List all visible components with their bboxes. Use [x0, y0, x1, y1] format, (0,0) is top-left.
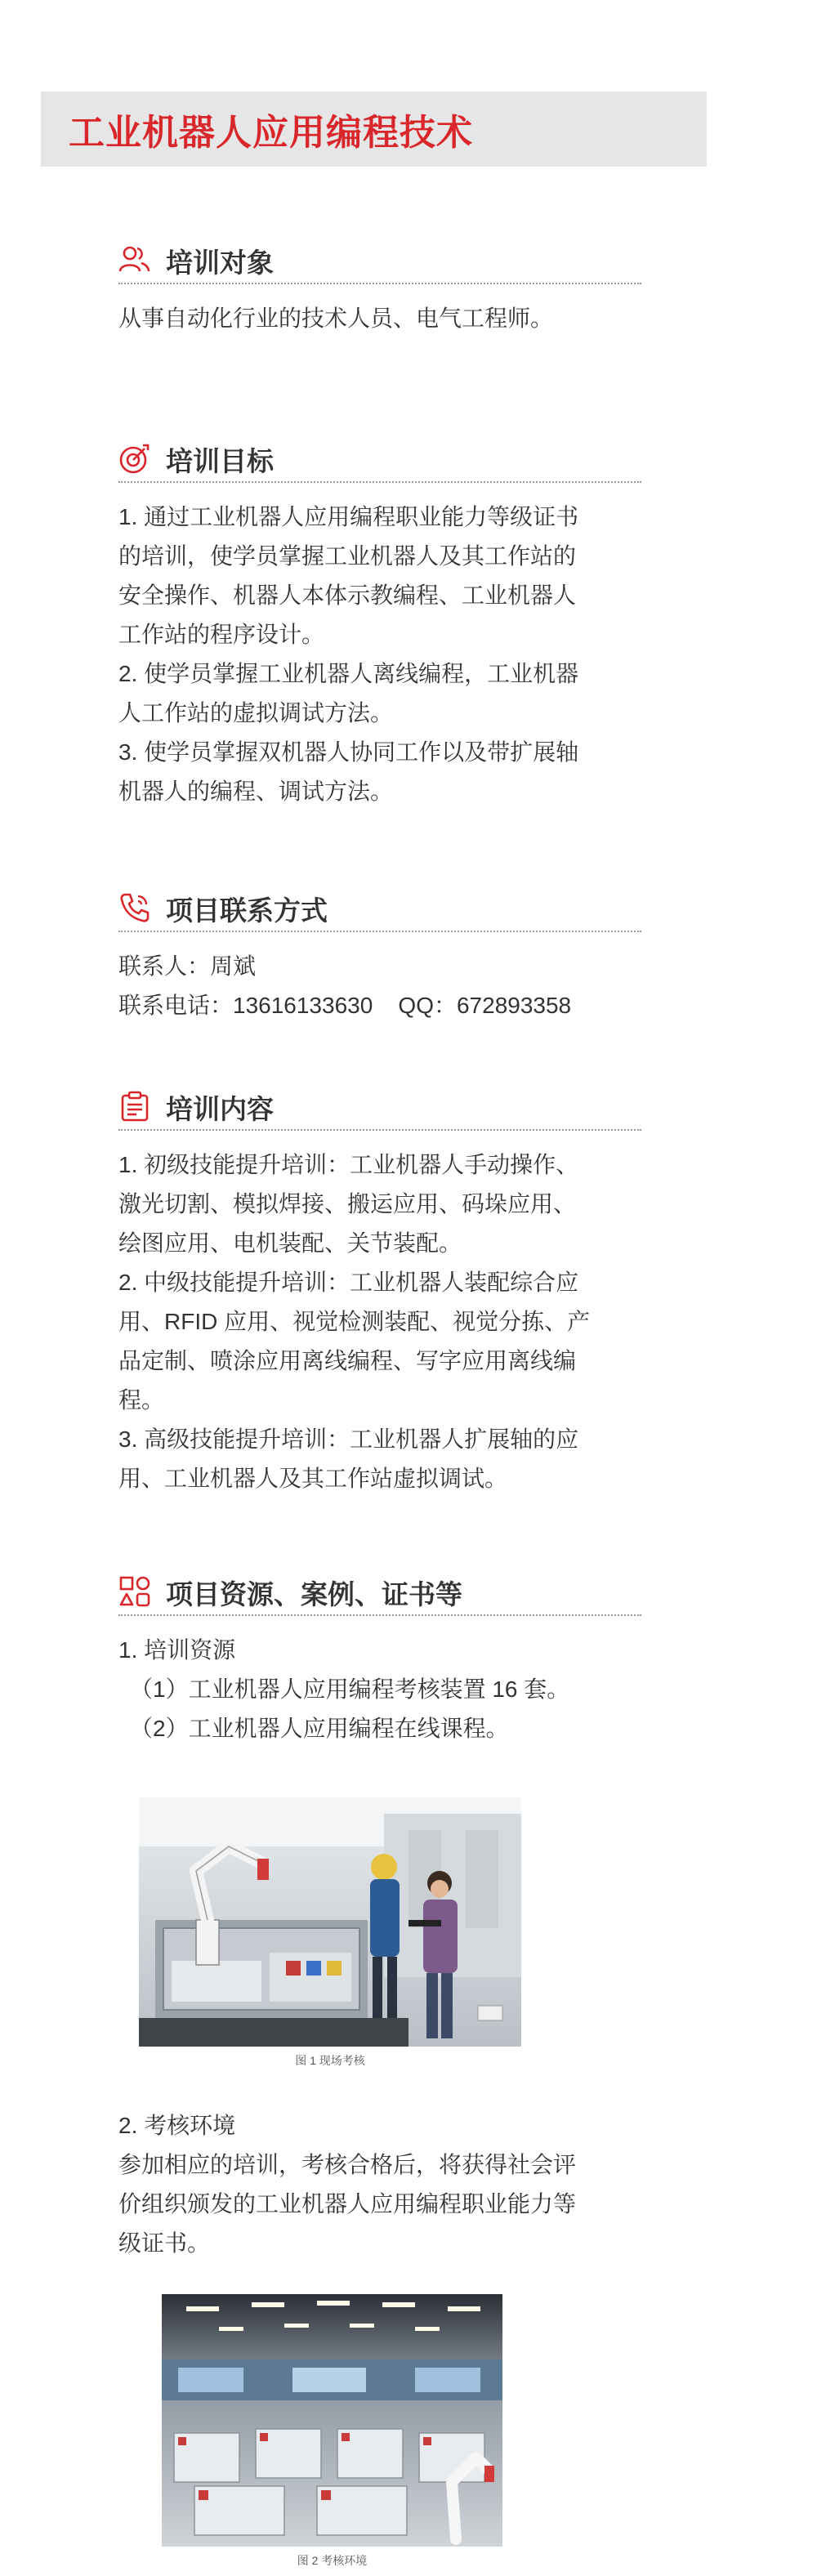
section-body	[118, 947, 641, 1025]
text-line: 用、工业机器人及其工作站虚拟调试。	[118, 1466, 508, 1491]
section-title: 培训对象	[166, 248, 274, 278]
text-line: 从事自动化行业的技术人员、电气工程师。	[118, 306, 554, 331]
section-header	[118, 1569, 641, 1616]
section-body	[118, 1145, 641, 1498]
contact-phone: 联系电话：13616133630 QQ：672893358	[118, 993, 572, 1018]
people-icon	[118, 243, 151, 276]
text-line: 1. 初级技能提升培训：工业机器人手动操作、	[118, 1152, 579, 1177]
phone-icon	[118, 891, 151, 924]
exam-environment-photo	[162, 2294, 502, 2547]
text-line: 人工作站的虚拟调试方法。	[118, 700, 394, 725]
list-item: （1）工业机器人应用编程考核装置 16 套。	[130, 1676, 570, 1702]
text-line: 用、RFID 应用、视觉检测装配、视觉分拣、产	[118, 1309, 591, 1334]
section-title: 项目联系方式	[166, 895, 328, 926]
target-icon	[118, 442, 151, 475]
section-contact	[118, 885, 641, 1025]
page-title: 工业机器人应用编程技术	[69, 113, 473, 153]
contact-person: 联系人：周斌	[118, 953, 257, 979]
section-header	[118, 435, 641, 483]
text-line: 2. 中级技能提升培训：工业机器人装配综合应	[118, 1270, 579, 1295]
section-audience	[118, 237, 641, 338]
text-line: 2. 使学员掌握工业机器人离线编程，工业机器	[118, 661, 579, 686]
figure-caption: 图 1 现场考核	[295, 2054, 365, 2067]
section-resources	[118, 1569, 641, 1748]
title-banner	[41, 92, 707, 167]
text-line: 参加相应的培训，考核合格后，将获得社会评	[118, 2152, 577, 2177]
exam-environment-text	[118, 2106, 641, 2263]
section-body	[118, 498, 641, 811]
onsite-exam-photo	[139, 1797, 521, 2047]
section-body	[118, 299, 641, 338]
list-item: （2）工业机器人应用编程在线课程。	[130, 1716, 509, 1741]
subheading: 1. 培训资源	[118, 1637, 236, 1663]
text-line: 的培训，使学员掌握工业机器人及其工作站的	[118, 543, 577, 569]
shapes-icon	[118, 1575, 151, 1608]
section-title: 项目资源、案例、证书等	[166, 1579, 462, 1609]
clipboard-icon	[118, 1090, 151, 1123]
text-line: 程。	[118, 1387, 165, 1413]
text-line: 3. 高级技能提升培训：工业机器人扩展轴的应	[118, 1426, 579, 1452]
section-header	[118, 237, 641, 284]
text-line: 绘图应用、电机装配、关节装配。	[118, 1230, 462, 1256]
text-line: 品定制、喷涂应用离线编程、写字应用离线编	[118, 1348, 577, 1373]
text-line: 安全操作、机器人本体示教编程、工业机器人	[118, 583, 577, 608]
section-body	[118, 1631, 641, 1748]
text-line: 机器人的编程、调试方法。	[118, 779, 394, 804]
section-title: 培训内容	[166, 1094, 274, 1124]
section-header	[118, 1083, 641, 1131]
section-title: 培训目标	[166, 446, 274, 476]
text-line: 激光切割、模拟焊接、搬运应用、码垛应用、	[118, 1191, 577, 1217]
text-line: 工作站的程序设计。	[118, 622, 325, 647]
section-content	[118, 1083, 641, 1498]
section-header	[118, 885, 641, 932]
subheading: 2. 考核环境	[118, 2113, 236, 2138]
text-line: 级证书。	[118, 2230, 211, 2256]
section-goals	[118, 435, 641, 811]
text-line: 1. 通过工业机器人应用编程职业能力等级证书	[118, 504, 579, 529]
figure-caption: 图 2 考核环境	[297, 2554, 368, 2567]
text-line: 价组织颁发的工业机器人应用编程职业能力等	[118, 2191, 577, 2217]
text-line: 3. 使学员掌握双机器人协同工作以及带扩展轴	[118, 739, 579, 765]
